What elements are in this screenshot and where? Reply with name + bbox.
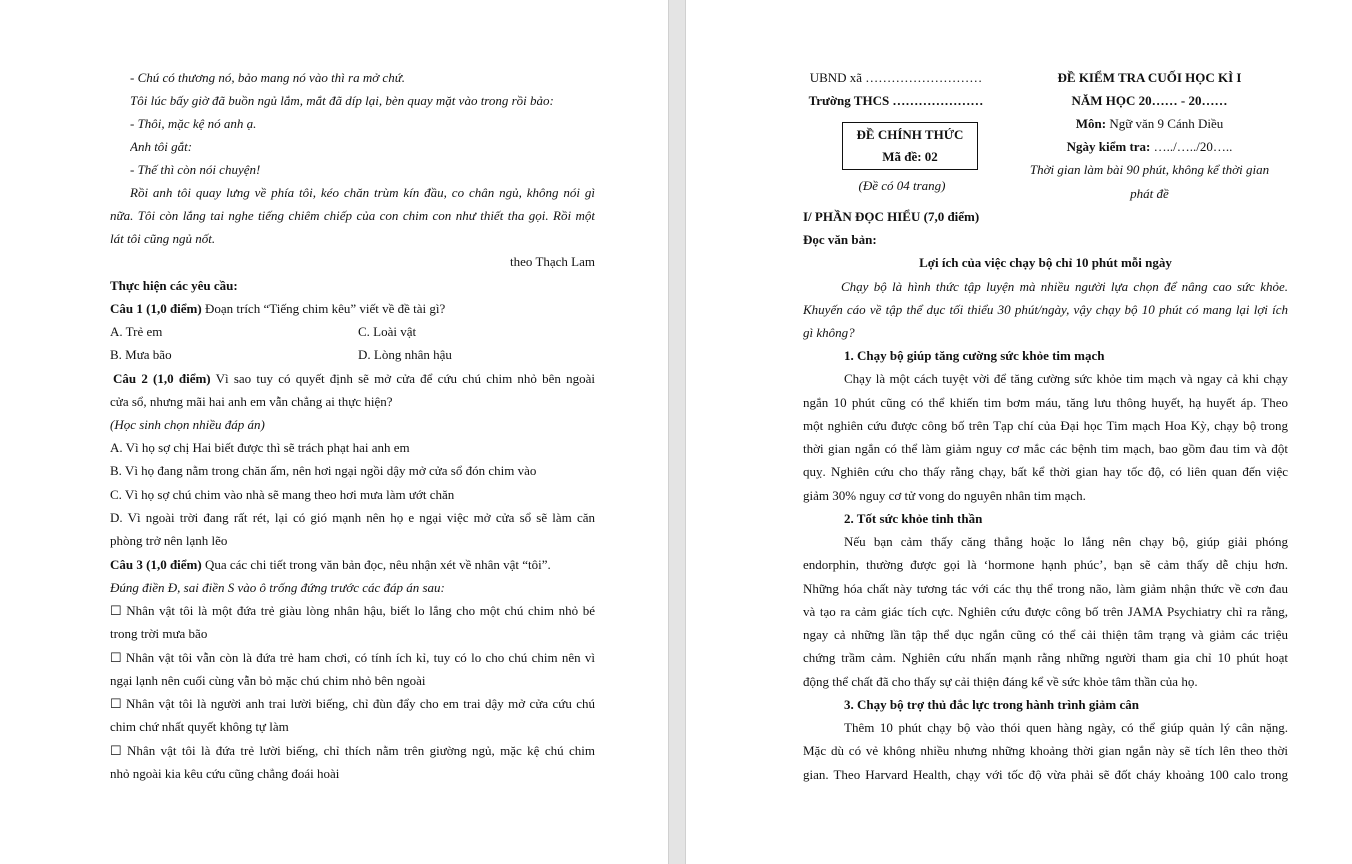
paragraph-line: một nghiên cứu được công bố trên Tạp chí của Đại học Tim mạch Hoa Kỳ, chạy bộ trong [803, 418, 1288, 433]
date-label: Ngày kiểm tra: [1066, 139, 1151, 154]
subject-label: Môn: [1075, 116, 1107, 131]
school-line: Trường THCS ………………… [808, 93, 984, 108]
document-page-right [686, 0, 1352, 864]
official-exam-box [842, 122, 978, 170]
paragraph-line: gì không? [803, 325, 855, 340]
paragraph-line: giảm 30% nguy cơ tử vong do nguyên nhân tim mạch. [803, 488, 1086, 503]
answer-option: phòng trở nên lạnh lẽo [110, 533, 228, 548]
answer-option: A. Trẻ em [110, 324, 163, 339]
answer-option: C. Loài vật [358, 324, 417, 339]
paragraph-line: nữa. Tôi còn lắng tai nghe tiếng chiêm chiếp của con chim con như thiết tha gọi. Rồi một [110, 208, 595, 223]
paragraph-line: Tôi lúc bấy giờ đã buồn ngủ lắm, mắt đã díp lại, bèn quay mặt vào trong rồi bảo: [130, 93, 554, 108]
article-title: Lợi ích của việc chạy bộ chỉ 10 phút mỗi ngày [919, 255, 1172, 270]
paragraph-line: Khuyến cáo về tập thể dục tối thiểu 30 phút/ngày, vậy chạy bộ 10 phút có mang lại lợi ích [803, 302, 1288, 317]
paragraph-line: quỵ. Nghiên cứu cho thấy rằng chạy, bất kể thời gian hay tốc độ, có liên quan đến việc [803, 464, 1288, 479]
answer-option: B. Mưa bão [110, 347, 172, 362]
page-gutter [668, 0, 686, 864]
question-3 [110, 553, 595, 576]
checkbox-item: trong trời mưa bão [110, 626, 208, 641]
question-label: Câu 3 (1,0 điểm) [110, 557, 202, 572]
paragraph-line: Thêm 10 phút chạy bộ vào thói quen hàng ngày, có thể giúp quản lý cân nặng. [844, 720, 1288, 735]
dialog-line: Anh tôi gắt: [130, 139, 193, 154]
subject-line [1011, 112, 1288, 135]
official-label: ĐỀ CHÍNH THỨC [856, 127, 964, 142]
paragraph-line: chứng trầm cảm. Nghiên cứu nhấn mạnh rằng những người tham gia chỉ 10 phút hoạt [803, 650, 1288, 665]
dialog-line: - Thôi, mặc kệ nó anh ạ. [130, 116, 257, 131]
question-label: Câu 2 (1,0 điểm) [113, 371, 211, 386]
document-page-left [0, 0, 668, 864]
commune-line: UBND xã ……………………… [809, 70, 983, 85]
paragraph-line: thời gian ngắn có thể làm giảm nguy cơ mắc các bệnh tim mạch, bao gồm đau tim và đột [803, 441, 1288, 456]
time-note: phát đề [1130, 186, 1169, 201]
subheading: 3. Chạy bộ trợ thủ đắc lực trong hành trình giảm cân [844, 697, 1140, 712]
answer-option: C. Vì họ sợ chú chim vào nhà sẽ mang theo hơi mưa làm ướt chăn [110, 487, 455, 502]
question-note: (Học sinh chọn nhiều đáp án) [110, 417, 265, 432]
read-label: Đọc văn bản: [803, 232, 877, 247]
answer-option: A. Vì họ sợ chị Hai biết được thì sẽ trách phạt hai anh em [110, 440, 410, 455]
paragraph-line: Nếu bạn cảm thấy căng thẳng hoặc lo lắng nên chạy bộ, giúp giải phóng [844, 534, 1288, 549]
checkbox-item: nhỏ ngoài kia kêu cứu cũng chẳng đoái hoài [110, 766, 340, 781]
paragraph-line: endorphin, thường được gọi là ‘hormone hạnh phúc’, bạn sẽ cảm thấy dễ chịu hơn. [803, 557, 1288, 572]
answer-option: B. Vì họ đang nằm trong chăn ấm, nên hơi ngại ngồi dậy mở cửa sổ đón chim vào [110, 463, 537, 478]
paragraph-line: và tạo ra cảm giác tích cực. Nghiên cứu được công bố trên JAMA Psychiatry chỉ ra rằng, [803, 604, 1288, 619]
paragraph-line: Chạy bộ là hình thức tập luyện mà nhiều người lựa chọn để nâng cao sức khỏe. [841, 279, 1288, 294]
checkbox-item: ☐ Nhân vật tôi vẫn còn là đứa trẻ ham chơi, có tính ích kỉ, tuy có lo cho chú chim nên vì [110, 650, 595, 665]
pages-note: (Đề có 04 trang) [858, 178, 946, 193]
paragraph-line: Chạy là một cách tuyệt vời để tăng cường sức khỏe tim mạch và ngay cả khi chạy [844, 371, 1288, 386]
answer-option: D. Lòng nhân hậu [358, 347, 452, 362]
question-instruction: Đúng điền Đ, sai điền S vào ô trống đứng trước các đáp án sau: [110, 580, 445, 595]
question-1 [110, 297, 595, 320]
question-2 [113, 367, 595, 390]
checkbox-item: ngại lạnh nên cuối cùng vẫn bỏ mặc chú chim nhỏ bên ngoài [110, 673, 426, 688]
checkbox-item: ☐ Nhân vật tôi là đứa trẻ lười biếng, chỉ thích nằm trên giường ngủ, mặc kệ chú chim [110, 743, 595, 758]
question-text: cửa sổ, nhưng mãi hai anh em vẫn chẳng ai thực hiện? [110, 394, 393, 409]
checkbox-item: ☐ Nhân vật tôi là người anh trai lười biếng, chỉ đùn đẩy cho em trai dậy mở cửa cứu chú [110, 696, 595, 711]
section-heading: I/ PHẦN ĐỌC HIỂU (7,0 điểm) [803, 209, 980, 224]
date-value: …../…../20….. [1150, 139, 1233, 154]
dialog-line: - Chú có thương nó, bảo mang nó vào thì ra mở chứ. [130, 70, 406, 85]
requirements-heading: Thực hiện các yêu cầu: [110, 278, 238, 293]
subheading: 1. Chạy bộ giúp tăng cường sức khỏe tim mạch [844, 348, 1105, 363]
exam-code: Mã đề: 02 [882, 149, 938, 164]
question-text: Vì sao tuy có quyết định sẽ mở cửa để cứu chú chim nhỏ bên ngoài [210, 371, 595, 386]
paragraph-line: ngay cả những lần tập thể dục ngắn cũng có thể cải thiện tâm trạng và giảm các triệu [803, 627, 1288, 642]
paragraph-line: gian. Theo Harvard Health, chạy với tốc độ vừa phải sẽ đốt cháy khoảng 100 calo trong [803, 767, 1288, 782]
exam-title: ĐỀ KIỂM TRA CUỐI HỌC KÌ I [1057, 70, 1242, 85]
question-text: Đoạn trích “Tiếng chim kêu” viết về đề tài gì? [201, 301, 446, 316]
checkbox-item: chim chứ nhất quyết không tự làm [110, 719, 289, 734]
source-attribution: theo Thạch Lam [510, 254, 595, 269]
date-line [1011, 135, 1288, 158]
question-label: Câu 1 (1,0 điểm) [110, 301, 202, 316]
time-note: Thời gian làm bài 90 phút, không kể thời gian [1029, 162, 1270, 177]
question-text: Qua các chi tiết trong văn bản đọc, nêu nhận xét về nhân vật “tôi”. [201, 557, 551, 572]
paragraph-line: lát tôi cũng ngủ nốt. [110, 231, 216, 246]
checkbox-item: ☐ Nhân vật tôi là một đứa trẻ giàu lòng nhân hậu, biết lo lắng cho một chú chim nhỏ bé [110, 603, 595, 618]
paragraph-line: ngắn 10 phút cũng có thể khiến tim bơm máu, tăng lưu thông huyết, hạ huyết áp. Theo [803, 395, 1288, 410]
answer-option: D. Vì ngoài trời đang rất rét, lại có gió mạnh nên họ e ngại việc mở cửa sổ sẽ làm căn [110, 510, 595, 525]
paragraph-line: Mặc dù có vẻ không nhiều nhưng những khoảng thời gian ngắn này sẽ tích lên theo thời [803, 743, 1288, 758]
dialog-line: - Thế thì còn nói chuyện! [130, 162, 261, 177]
subject-value: Ngữ văn 9 Cánh Diều [1106, 116, 1224, 131]
paragraph-line: Những hóa chất này tương tác với các thụ thể trong não, làm giảm nhận thức về cơn đau [803, 581, 1288, 596]
subheading: 2. Tốt sức khỏe tinh thần [844, 511, 983, 526]
paragraph-line: động thể chất đã cho thấy sự cải thiện đáng kể về sức khỏe tâm thần của họ. [803, 674, 1198, 689]
school-year: NĂM HỌC 20…… - 20…… [1071, 93, 1228, 108]
paragraph-line: Rồi anh tôi quay lưng về phía tôi, kéo chăn trùm kín đầu, co chân ngủ, không nói gì [130, 185, 595, 200]
